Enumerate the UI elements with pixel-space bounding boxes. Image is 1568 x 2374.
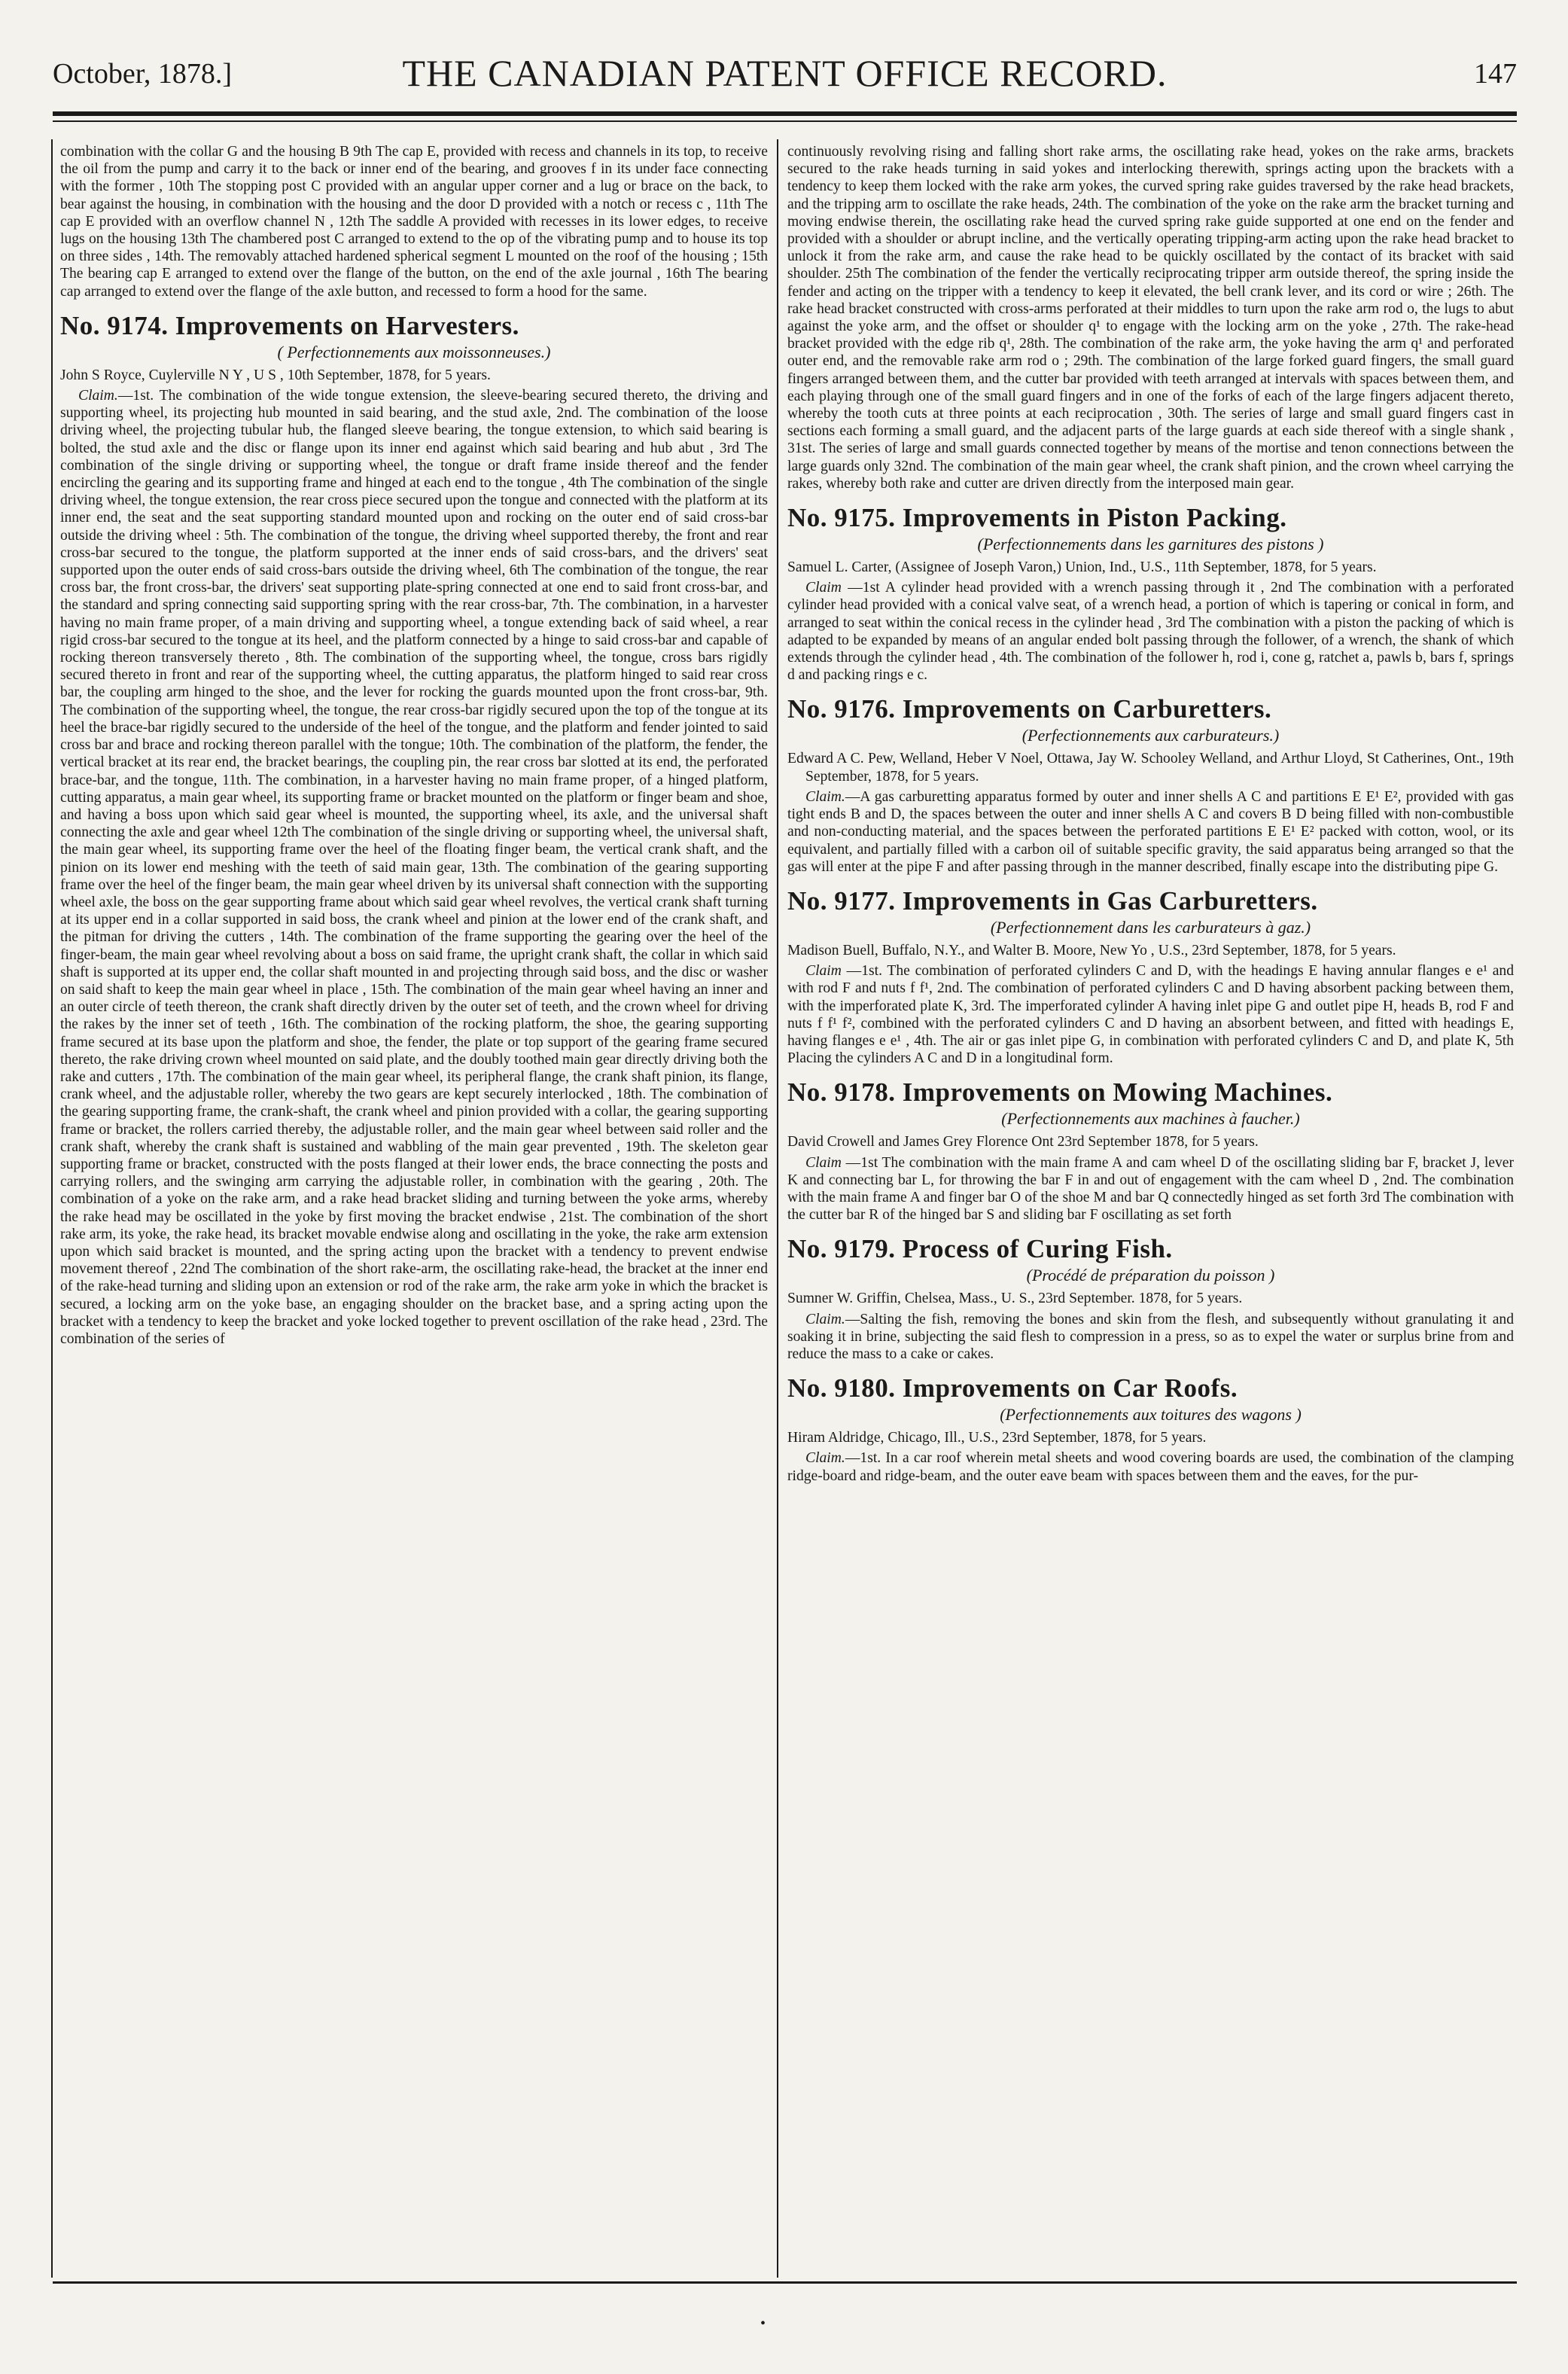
patent-title: No. 9177. Improvements in Gas Carburetters. [787, 885, 1318, 916]
patent-grantee: Madison Buell, Buffalo, N.Y., and Walter B. Moore, New Yo , U.S., 23rd September, 1878, for 5 years. [787, 942, 1396, 958]
patent-french-title: (Perfectionnements aux toitures des wagons ) [1000, 1405, 1302, 1425]
patent-9175 [787, 503, 1514, 684]
patent-9174 [60, 311, 768, 1348]
claim-label: Claim. [805, 1311, 845, 1327]
issue-date: October, 1878.] [53, 58, 233, 90]
footer-rule [53, 2281, 1517, 2284]
patent-9179 [787, 1234, 1514, 1363]
patent-french-title: (Perfectionnements dans les garnitures des pistons ) [977, 535, 1324, 554]
left-column [60, 143, 768, 2274]
claim-label: Claim. [78, 388, 118, 404]
patent-claim [787, 1154, 1514, 1224]
print-dot: • [760, 2315, 766, 2332]
page-number: 147 [1474, 58, 1517, 90]
column-divider [777, 139, 778, 2278]
patent-french-title: (Perfectionnement dans les carburateurs à gaz.) [990, 917, 1311, 937]
patent-grantee: Edward A C. Pew, Welland, Heber V Noel, Ottawa, Jay W. Schooley Welland, and Arthur Lloyd, St Catherines, Ont., 19th September, 1878, for 5 years. [787, 751, 1514, 785]
patent-title: No. 9180. Improvements on Car Roofs. [787, 1373, 1238, 1403]
claim-text: —1st. In a car roof wherein metal sheets and wood covering boards are used, the combination of the clamping ridge-board and ridge-beam, and the outer eave beam with spaces between them and the eaves, for the pur- [787, 1450, 1514, 1484]
patent-french-title: (Perfectionnements aux machines à faucher.) [1001, 1109, 1300, 1129]
continued-claim-text: continuously revolving rising and falling short rake arms, the oscillating rake head, yokes on the rake arms, brackets secured to the rake heads turning in said yokes and interlocking therewith, springs acting upon the brackets with a tendency to keep them locked with the rake arm yokes, the curved spring rake guides traversed by the rake head brackets, and the tripping arm to oscillate the rake heads, 24th. The combination of the yoke on the rake arm the bracket turning and moving endwise therein, the oscillating rake head the curved spring rake guide supported at one end on the fender and provided with a shoulder or abrupt incline, and the vertically operating tripping-arm acting upon the rake head bracket to unlock it from the rake arm, and cause the rake head to be quickly oscillated by the contact of its bracket with said shoulder. 25th The combination of the fender the vertically reciprocating tripper arm outside thereof, the spring inside the fender and acting on the tripper with a tendency to keep it elevated, the bell crank lever, and its cord or wire ; 26th. The rake head bracket constructed with cross-arms perforated at their middles to turn upon the rake arm rod o, the lugs to abut against the yoke arm, and the offset or shoulder q¹ to engage with the locking arm on the yoke , 27th. The rake-head bracket provided with the edge rib q¹, 28th. The combination of the rake arm, the yoke having the arm q¹ and perforated outer end, and the removable rake arm rod o ; 29th. The combination of the large forked guard fingers, the small guard fingers arranged between them, and the cutter bar provided with teeth arranged at intervals with spaces between them, and each playing through one of the small guard fingers and in one of the forks of each of the large fingers adjacent thereto, whereby the tooth cuts at three points at each reciprocation , 30th. The series of large and small guard fingers cast in sections each forming a small guard, and the adjacent parts of the large guards at each side thereof with a single shank , 31st. The series of large and small guards connected together by means of the mortise and tenon connections between the large guards only 32nd. The combination of the main gear wheel, the crank shaft pinion, and the crown wheel carrying the rakes, whereby both rake and cutter are driven directly from the interposed main gear. [787, 144, 1514, 492]
right-column [787, 143, 1514, 2274]
claim-text: —1st. The combination of perforated cylinders C and D, with the headings E having annular flanges e e¹ and with rod F and nuts f f¹, 2nd. The combination of perforated cylinders C and D having absorbent packing between them, with the imperforated plate K, 3rd. The imperforated cylinder A having inlet pipe G and outlet pipe H, heads B, rod F and nuts f f¹ f², combined with the perforated cylinders C and D having an absorbent between, and fitted with headings E, having flanges e e¹ , 4th. The air or gas inlet pipe G, in combination with perforated cylinders C and D, and plate K, 5th Placing the cylinders A C and D in a longitudinal form. [787, 963, 1514, 1067]
claim-label: Claim [805, 963, 842, 980]
patent-title: No. 9178. Improvements on Mowing Machines. [787, 1077, 1333, 1108]
patent-grantee: David Crowell and James Grey Florence Ont 23rd September 1878, for 5 years. [787, 1134, 1259, 1150]
publication-title: THE CANADIAN PATENT OFFICE RECORD. [402, 52, 1168, 94]
patent-9176 [787, 694, 1514, 875]
patent-grantee: Samuel L. Carter, (Assignee of Joseph Varon,) Union, Ind., U.S., 11th September, 1878, for 5 years. [787, 559, 1377, 576]
patent-claim [787, 788, 1514, 876]
patent-claim [60, 387, 768, 1348]
patent-title: No. 9179. Process of Curing Fish. [787, 1234, 1173, 1264]
patent-9180 [787, 1373, 1514, 1485]
claim-label: Claim [805, 580, 842, 596]
continued-claim-text: combination with the collar G and the housing B 9th The cap E, provided with recess and channels in its top, to receive the oil from the pump and carry it to the back or inner end of the bearing, and grooves f in its under face connecting with the former , 10th The stopping post C provided with an angular upper corner and a lug or brace on the back, to bear against the housing, in combination with the housing and the door D provided with a notch or recess c , 11th The cap E provided with an overflow channel N , 12th The saddle A provided with recesses in its lower edges, to receive lugs on the housing 13th The chambered post C arranged to extend to the op of the vibrating pump and to house its top on three sides , 14th. The removably attached hardened spherical segment L mounted on the roof of the housing ; 15th The bearing cap E arranged to extend over the flange of the button, on the end of the axle journal , 16th The bearing cap arranged to extend over the flange of the axle button, and recessed to form a hood for the same. [60, 144, 768, 300]
patent-grantee: Sumner W. Griffin, Chelsea, Mass., U. S., 23rd September. 1878, for 5 years. [787, 1291, 1243, 1307]
header-rule-thick [53, 111, 1517, 116]
claim-text: —1st. The combination of the wide tongue extension, the sleeve-bearing secured thereto, the driving and supporting wheel, its projecting hub mounted in said bearing, and the stud axle, 2nd. The combination of the loose driving wheel, the projecting tubular hub, the flanged sleeve bearing, the tongue extension, to which said bearing is bolted, the stud axle and the disc or flange upon its inner end against which said bearing and hub abut , 3rd The combination of the single driving or supporting wheel, the tongue or draft frame inside thereof and the fender encircling the gearing and its supporting frame and hinged at each end to the tongue , 4th The combination of the single driving wheel, the tongue extension, the rear cross piece secured upon the tongue and connected with the platform at its inner end, the seat and the seat supporting standard mounted upon and rocking on the outer end of said cross-bar outside the driving wheel : 5th. The combination of the tongue, the driving wheel supported thereby, the front and rear cross-bar secured to the tongue, the platform supported at the inner ends of said cross-bars, and the drivers' seat supported upon the outer ends of said cross-bars outside the driving wheel, 6th The combination of the tongue, the rear cross bar, the front cross-bar, the drivers' seat supporting plate-spring connected at one end to said front cross-bar, and the standard and spring connecting said supporting spring with the rear cross-bar, 7th. The combination, in a harvester having no main frame proper, of a main driving and supporting wheel, a tongue extending back of said wheel, a rear rigid cross-bar secured to the tongue at its heel, and the platform connected by a hinge to said cross-bar and capable of rocking thereon transversely thereto , 8th. The combination of the supporting wheel, the tongue, cross bars rigidly secured thereto in front and rear of the supporting wheel, the cutting apparatus, the platform hinged to said rear cross bar, the coupling arm hinged to the shoe, and the lever for rocking the guards mounted upon the front cross-bar, 9th. The combination of the supporting wheel, the tongue, the rear cross-bar rigidly secured upon the top of the tongue at its heel the brace-bar rigidly secured to the underside of the heel of the tongue, and the platform and fender jointed to said cross bar and brace and rocking thereon parallel with the tongue; 10th. The combination of the platform, the fender, the vertical bracket at its rear end, the bracket bearings, the coupling pin, the rear cross bar slotted at its end, the perforated brace-bar, and the tongue, 11th. The combination, in a harvester having no main frame proper, of a hinged platform, cutting apparatus, a main gear wheel, its supporting frame or bracket mounted on the platform or finger beam and shoe, and having a boss upon which said gear wheel is mounted, the supporting wheel, its axle, and the universal shaft connecting the axle and gear wheel 12th The combination of the single driving or supporting wheel, the universal shaft, the main gear wheel, its supporting frame over the heel of the floating finger beam, the vertical crank shaft, and the pinion on its lower end meshing with the teeth of said main gear, 13th. The combination of the gearing supporting frame over the heel of the finger beam, the main gear wheel driven by its universal shaft connection with the supporting wheel axle, the boss on the gear supporting frame about which said gear wheel revolves, the vertical crank shaft turning at its upper end in a collar supported in said boss, the crank wheel and pinion at the lower end of the crank shaft, and the pitman for driving the cutters , 14th. The combination of the frame supporting the gearing over the heel of the finger-beam, the main gear wheel revolving about a boss on said frame, the upright crank shaft, the collar in which said shaft is supported at its upper end, the collar shaft mounted in and projecting through said boss, and the disc or washer on said shaft to keep the main gear wheel in place , 15th. The combination of the main gear wheel having an inner and an outer circle of teeth thereon, the crank shaft directly driven by the outer set of teeth, and the crown wheel for driving the rakes by the inner set of teeth , 16th. The combination of the rocking platform, the shoe, the gearing supporting frame secured at its base upon the platform and shoe, the fender, the plate or top support of the gearing frame secured thereto, the rake driving crown wheel mounted on said plate, and the doubly toothed main gear directly driving both the rake and cutters , 17th. The combination of the main gear wheel, its peripheral flange, the crank shaft pinion, its flange, crank wheel, and the adjustable roller, whereby the two gears are kept securely interlocked , 18th. The combination of the gearing supporting frame, the crank-shaft, the crank wheel and pinion provided with a collar, the gearing supporting frame or bracket, the rollers carried thereby, the adjustable roller, and the main gear wheel between said roller and the crank shaft, whereby the crank shaft is sustained and wabbling of the main gear prevented , 19th. The skeleton gear supporting frame or bracket, constructed with the posts flanged at their lower ends, the brace connecting the posts and carrying rollers, and the swinging arm carrying the adjustable roller, in combination with the gearing , 20th. The combination of a yoke on the rake arm, and a rake head bracket sliding and turning between the yoke arms, whereby the rake head may be oscillated in the yoke by first moving the bracket endwise , 21st. The combination of the short rake arm, its yoke, the rake head, its bracket movable endwise along and oscillating in the yoke, the rake arm extension upon which said bracket is mounted, and the spring acting upon the bracket with a tendency to prevent endwise movement thereof , 22nd The combination of the short rake-arm, the oscillating rake-head, the bracket at the inner end of the rake-head turning and sliding upon an extension or rod of the rake arm, the rake arm yoke in which the bracket is secured, a locking arm on the yoke base, an engaging shoulder on the bracket base, and a spring acting upon the bracket with a tendency to keep the bracket and yoke locked together to prevent oscillation of the rake head , 23rd. The combination of the series of [60, 388, 768, 1347]
claim-label: Claim [805, 1154, 842, 1171]
patent-claim [787, 1449, 1514, 1484]
page-header [53, 51, 1517, 104]
patent-9178 [787, 1077, 1514, 1224]
patent-title: No. 9174. Improvements on Harvesters. [60, 310, 519, 340]
header-rule-thin [53, 120, 1517, 122]
left-border [51, 139, 53, 2278]
patent-title: No. 9176. Improvements on Carburetters. [787, 694, 1272, 724]
patent-grantee: Hiram Aldridge, Chicago, Ill., U.S., 23rd September, 1878, for 5 years. [787, 1430, 1207, 1446]
patent-9177 [787, 886, 1514, 1067]
patent-claim [787, 962, 1514, 1067]
patent-french-title: (Perfectionnements aux carburateurs.) [1021, 726, 1280, 745]
claim-text: —Salting the fish, removing the bones and skin from the flesh, and subsequently without granulating it and soaking it in brine, subjecting the said flesh to compression in a press, so as to expel the water or surplus brine from and reduce the mass to a cake or cakes. [787, 1311, 1514, 1362]
claim-text: —1st The combination with the main frame A and cam wheel D of the oscillating sliding bar F, bracket J, lever K and connecting bar L, for throwing the bar F in and out of engagement with the cam wheel D , 2nd. The combination with the main frame A and finger bar O of the shoe M and bar Q connectedly hinged as set forth 3rd The combination with the cutter bar R of the hinged bar S and sliding bar F oscillating as set forth [787, 1154, 1514, 1224]
patent-french-title: (Procédé de préparation du poisson ) [1026, 1266, 1275, 1285]
claim-text: —A gas carburetting apparatus formed by outer and inner shells A C and partitions E E¹ E², provided with gas tight ends B and D, the spaces between the outer and inner shells A C and covers B D being filled with non-combustible and non-conducting material, and the spaces between the perforated partitions E E¹ E² packed with cotton, wool, or its equivalent, and partially filled with a carbon oil of suitable specific gravity, the said apparatus being arranged so that the gas will enter at the pipe F and after passing through in the manner described, finally escape into the distributing pipe G. [787, 788, 1514, 875]
patent-claim [787, 579, 1514, 684]
patent-claim [787, 1311, 1514, 1364]
patent-french-title: ( Perfectionnements aux moissonneuses.) [277, 342, 551, 361]
claim-text: —1st A cylinder head provided with a wrench passing through it , 2nd The combination with a perforated cylinder head provided with a conical valve seat, of a wrench head, a portion of which is tapering or conical in form, and arranged to seat within the conical recess in the cylinder head , 3rd The combination with a piston the packing of which is adapted to be expanded by means of an angular ended bolt passing through the follower, of a wrench, the shank of which extends through the cylinder head , 4th. The combination of the follower h, rod i, cone g, ratchet a, pawls b, bars f, springs d and packing rings e c. [787, 580, 1514, 684]
claim-label: Claim. [805, 788, 845, 805]
claim-label: Claim. [805, 1450, 845, 1467]
patent-grantee: John S Royce, Cuylerville N Y , U S , 10th September, 1878, for 5 years. [60, 367, 491, 383]
patent-title: No. 9175. Improvements in Piston Packing. [787, 503, 1287, 533]
